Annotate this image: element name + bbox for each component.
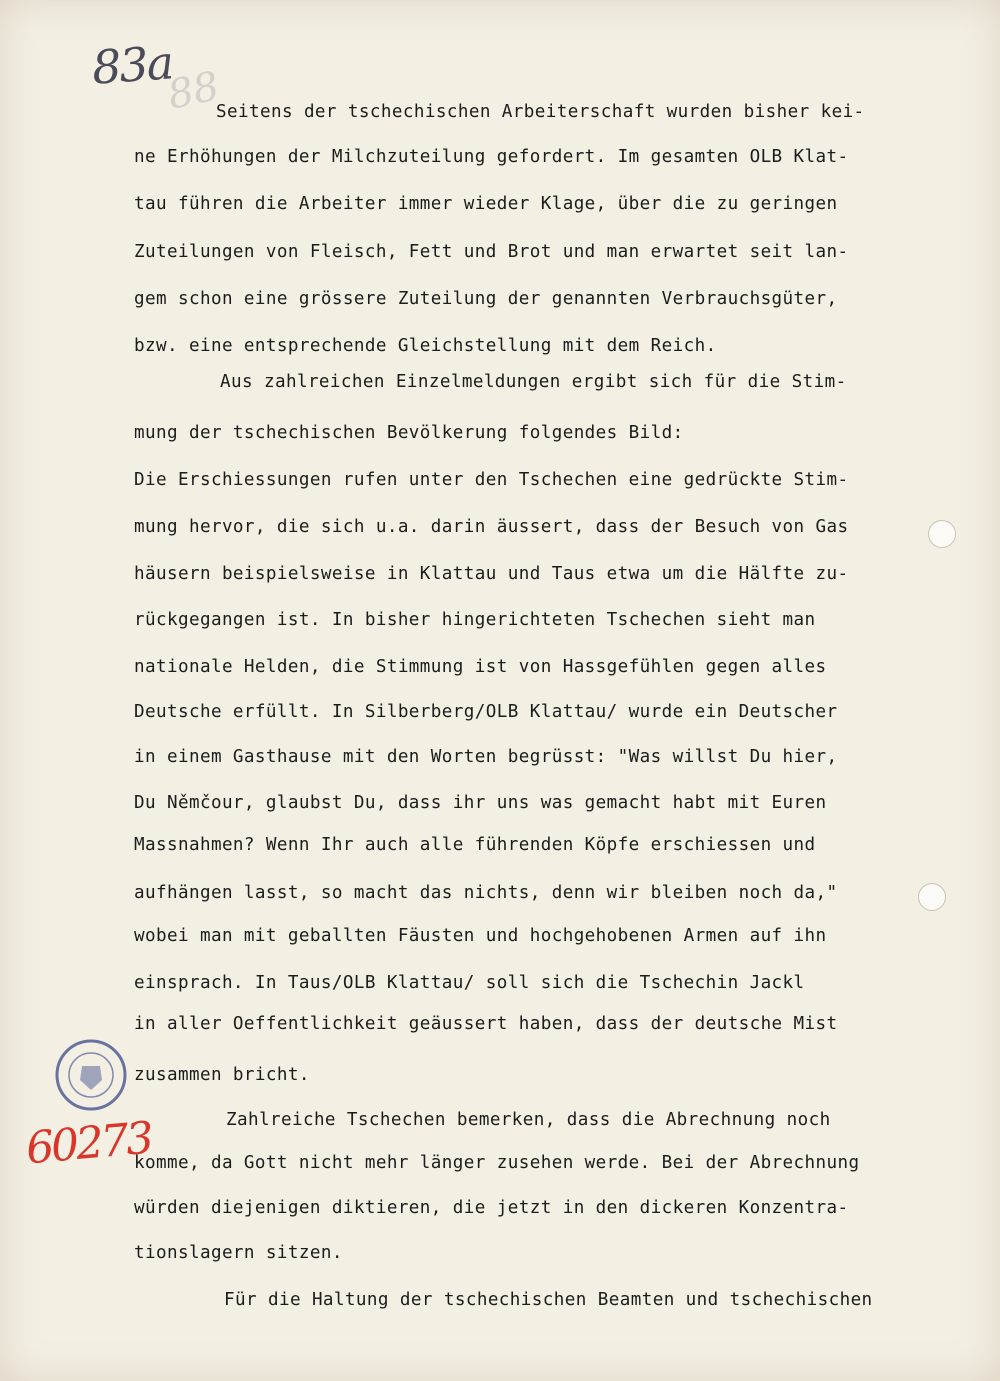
text-line: gem schon eine grössere Zuteilung der genannten Verbrauchsgüter,	[134, 289, 838, 309]
ghost-page-number: 88	[163, 63, 224, 119]
text-line: mung der tschechischen Bevölkerung folgendes Bild:	[134, 423, 684, 443]
text-line: Seitens der tschechischen Arbeiterschaft wurden bisher kei-	[216, 102, 865, 122]
punch-hole	[928, 520, 956, 548]
text-line: bzw. eine entsprechende Gleichstellung mit dem Reich.	[134, 336, 717, 356]
text-line: Aus zahlreichen Einzelmeldungen ergibt sich für die Stim-	[220, 372, 847, 392]
text-line: würden diejenigen diktieren, die jetzt in den dickeren Konzentra-	[134, 1198, 849, 1218]
text-line: in einem Gasthause mit den Worten begrüsst: "Was willst Du hier,	[134, 747, 838, 767]
punch-hole	[918, 883, 946, 911]
text-line: Für die Haltung der tschechischen Beamten und tschechischen	[224, 1290, 873, 1310]
text-line: ne Erhöhungen der Milchzuteilung gefordert. Im gesamten OLB Klat-	[134, 147, 849, 167]
text-line: häusern beispielsweise in Klattau und Taus etwa um die Hälfte zu-	[134, 564, 849, 584]
text-line: mung hervor, die sich u.a. darin äussert, dass der Besuch von Gas	[134, 517, 849, 537]
text-line: Massnahmen? Wenn Ihr auch alle führenden Köpfe erschiessen und	[134, 835, 816, 855]
text-line: Deutsche erfüllt. In Silberberg/OLB Klattau/ wurde ein Deutscher	[134, 702, 838, 722]
archive-number: 60273	[24, 1112, 153, 1175]
text-line: komme, da Gott nicht mehr länger zusehen werde. Bei der Abrechnung	[134, 1153, 860, 1173]
text-line: Du Němčour, glaubst Du, dass ihr uns was gemacht habt mit Euren	[134, 793, 827, 813]
page-number: 83a	[90, 35, 174, 95]
text-line: in aller Oeffentlichkeit geäussert haben, dass der deutsche Mist	[134, 1014, 838, 1034]
text-line: Die Erschiessungen rufen unter den Tschechen eine gedrückte Stim-	[134, 470, 849, 490]
text-line: tau führen die Arbeiter immer wieder Klage, über die zu geringen	[134, 194, 838, 214]
text-line: tionslagern sitzen.	[134, 1243, 343, 1263]
text-line: wobei man mit geballten Fäusten und hochgehobenen Armen auf ihn	[134, 926, 827, 946]
text-line: einsprach. In Taus/OLB Klattau/ soll sich die Tschechin Jackl	[134, 973, 805, 993]
text-line: rückgegangen ist. In bisher hingerichteten Tschechen sieht man	[134, 610, 816, 630]
text-line: Zuteilungen von Fleisch, Fett und Brot und man erwartet seit lan-	[134, 242, 849, 262]
text-line: zusammen bricht.	[134, 1065, 310, 1085]
text-line: Zahlreiche Tschechen bemerken, dass die Abrechnung noch	[226, 1110, 831, 1130]
archive-stamp	[52, 1036, 130, 1114]
text-line: aufhängen lasst, so macht das nichts, denn wir bleiben noch da,"	[134, 883, 838, 903]
text-line: nationale Helden, die Stimmung ist von Hassgefühlen gegen alles	[134, 657, 827, 677]
